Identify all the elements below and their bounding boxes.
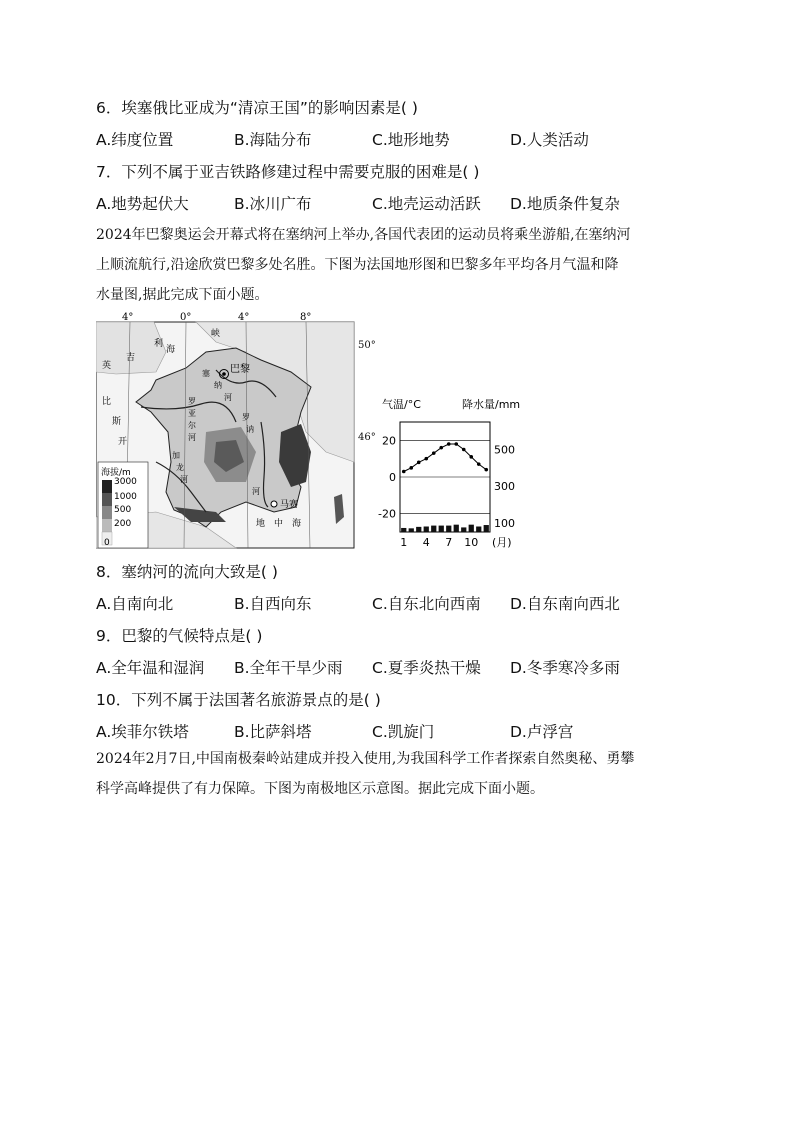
q8-option-a[interactable]: A.自南向北	[96, 595, 174, 613]
q10-option-b[interactable]: B.比萨斜塔	[234, 723, 312, 741]
river-label: 讷	[246, 425, 254, 434]
q10-option-a[interactable]: A.埃菲尔铁塔	[96, 723, 189, 741]
temperature-line	[404, 444, 487, 472]
temperature-point	[439, 446, 443, 450]
precip-bar	[454, 525, 459, 532]
river-label: 尔	[188, 421, 196, 430]
river-label: 纳	[214, 381, 222, 390]
temperature-point	[417, 461, 421, 465]
passage-line: 上顺流航行,沿途欣赏巴黎多处名胜。下图为法国地形图和巴黎多年平均各月气温和降	[96, 257, 619, 273]
paris-climate-chart	[378, 394, 548, 554]
precip-bar	[416, 527, 421, 532]
map-label: 斯	[112, 417, 122, 427]
lat-label: 50°	[358, 340, 376, 351]
q10-option-c[interactable]: C.凯旋门	[372, 723, 435, 741]
q6-option-d[interactable]: D.人类活动	[510, 131, 589, 149]
temperature-point	[432, 451, 436, 455]
passage-antarctica	[96, 744, 716, 804]
temp-tick-label: 0	[389, 471, 396, 484]
lat-label: 46°	[358, 432, 376, 443]
month-tick-label: 7	[445, 536, 453, 549]
month-tick-label: 4	[422, 536, 430, 549]
river-label: 龙	[176, 463, 184, 472]
legend-title: 海拔/m	[101, 468, 131, 478]
temperature-point	[484, 468, 488, 472]
passage-france	[96, 220, 716, 310]
marseille-marker	[271, 501, 277, 507]
month-tick-label: 10	[464, 536, 479, 549]
month-tick-label: 1	[400, 536, 408, 549]
river-label: 塞	[202, 369, 210, 378]
question-6-stem: 6．埃塞俄比亚成为“清凉王国”的影响因素是( )	[96, 99, 418, 117]
q7-option-c[interactable]: C.地壳运动活跃	[372, 195, 481, 213]
map-label: 峡	[211, 329, 221, 339]
map-label: 中	[274, 519, 284, 529]
river-label: 河	[188, 433, 196, 442]
map-label: 海	[292, 519, 302, 529]
precip-tick-label: 500	[494, 443, 515, 457]
month-unit-label: (月)	[492, 536, 512, 549]
q6-option-b[interactable]: B.海陆分布	[234, 131, 312, 149]
temperature-point	[454, 442, 458, 446]
precip-bar	[446, 526, 451, 532]
passage-line: 2024年巴黎奥运会开幕式将在塞纳河上举办,各国代表团的运动员将乘坐游船,在塞纳河	[96, 227, 631, 243]
temperature-point	[469, 455, 473, 459]
legend-value: 200	[114, 519, 132, 529]
map-label: 英	[102, 361, 112, 371]
q9-option-a[interactable]: A.全年温和湿润	[96, 659, 205, 677]
precip-bar	[484, 525, 489, 532]
temp-tick-label: 20	[382, 434, 396, 448]
legend-value: 500	[114, 505, 132, 515]
temperature-point	[424, 457, 428, 461]
map-label: 开	[118, 437, 128, 447]
q6-option-c[interactable]: C.地形地势	[372, 131, 450, 149]
map-label: 地	[256, 519, 266, 529]
q9-option-d[interactable]: D.冬季寒冷多雨	[510, 659, 620, 677]
q7-option-b[interactable]: B.冰川广布	[234, 195, 312, 213]
legend-value: 0	[104, 538, 110, 548]
river-label: 亚	[188, 409, 196, 418]
map-label: 海	[166, 345, 176, 355]
q8-option-b[interactable]: B.自西向东	[234, 595, 312, 613]
precip-bar	[431, 526, 436, 532]
precip-bar	[469, 525, 474, 532]
precip-bar	[439, 526, 444, 532]
precip-tick-label: 300	[494, 480, 515, 494]
temperature-point	[462, 448, 466, 452]
q9-option-b[interactable]: B.全年干旱少雨	[234, 659, 343, 677]
map-label: 比	[102, 397, 112, 407]
temp-tick-label: -20	[378, 507, 396, 521]
precip-bar	[424, 527, 429, 533]
passage-line: 水量图,据此完成下面小题。	[96, 287, 269, 303]
temperature-point	[402, 470, 406, 474]
temperature-point	[409, 466, 413, 470]
lon-label: 4°	[122, 312, 134, 323]
river-label: 河	[252, 487, 260, 496]
lon-label: 0°	[180, 312, 192, 323]
q7-option-d[interactable]: D.地质条件复杂	[510, 195, 620, 213]
question-8-stem: 8．塞纳河的流向大致是( )	[96, 563, 278, 581]
city-paris: 巴黎	[230, 364, 250, 375]
lon-label: 8°	[300, 312, 312, 323]
precip-bar	[476, 527, 481, 533]
legend-value: 1000	[114, 492, 137, 502]
river-label: 加	[172, 451, 180, 460]
precip-bar	[409, 528, 414, 532]
temperature-point	[447, 442, 451, 446]
left-axis-label: 气温/°C	[382, 398, 421, 411]
q9-option-c[interactable]: C.夏季炎热干燥	[372, 659, 481, 677]
city-marseille: 马赛	[280, 500, 299, 510]
river-label: 罗	[188, 397, 196, 406]
precip-bar	[461, 527, 466, 532]
precip-tick-label: 100	[494, 516, 515, 530]
q7-option-a[interactable]: A.地势起伏大	[96, 195, 189, 213]
passage-line: 科学高峰提供了有力保障。下图为南极地区示意图。据此完成下面小题。	[96, 781, 544, 797]
map-label: 吉	[126, 353, 136, 363]
q10-option-d[interactable]: D.卢浮宫	[510, 723, 574, 741]
river-label: 河	[224, 393, 232, 402]
question-10-stem: 10．下列不属于法国著名旅游景点的是( )	[96, 691, 381, 709]
right-axis-label: 降水量/mm	[462, 398, 521, 411]
river-label: 河	[180, 475, 188, 484]
q8-option-c[interactable]: C.自东北向西南	[372, 595, 481, 613]
question-9-stem: 9．巴黎的气候特点是( )	[96, 627, 263, 645]
map-label: 利	[154, 339, 164, 349]
passage-line: 2024年2月7日,中国南极秦岭站建成并投入使用,为我国科学工作者探索自然奥秘、勇攀	[96, 751, 635, 767]
question-7-stem: 7．下列不属于亚吉铁路修建过程中需要克服的困难是( )	[96, 163, 480, 181]
lon-label: 4°	[238, 312, 250, 323]
legend-value: 3000	[114, 477, 137, 487]
river-label: 罗	[242, 413, 250, 422]
precip-bar	[401, 528, 406, 532]
q8-option-d[interactable]: D.自东南向西北	[510, 595, 620, 613]
q6-option-a[interactable]: A.纬度位置	[96, 131, 174, 149]
france-terrain-map	[96, 312, 358, 550]
temperature-point	[477, 462, 481, 466]
